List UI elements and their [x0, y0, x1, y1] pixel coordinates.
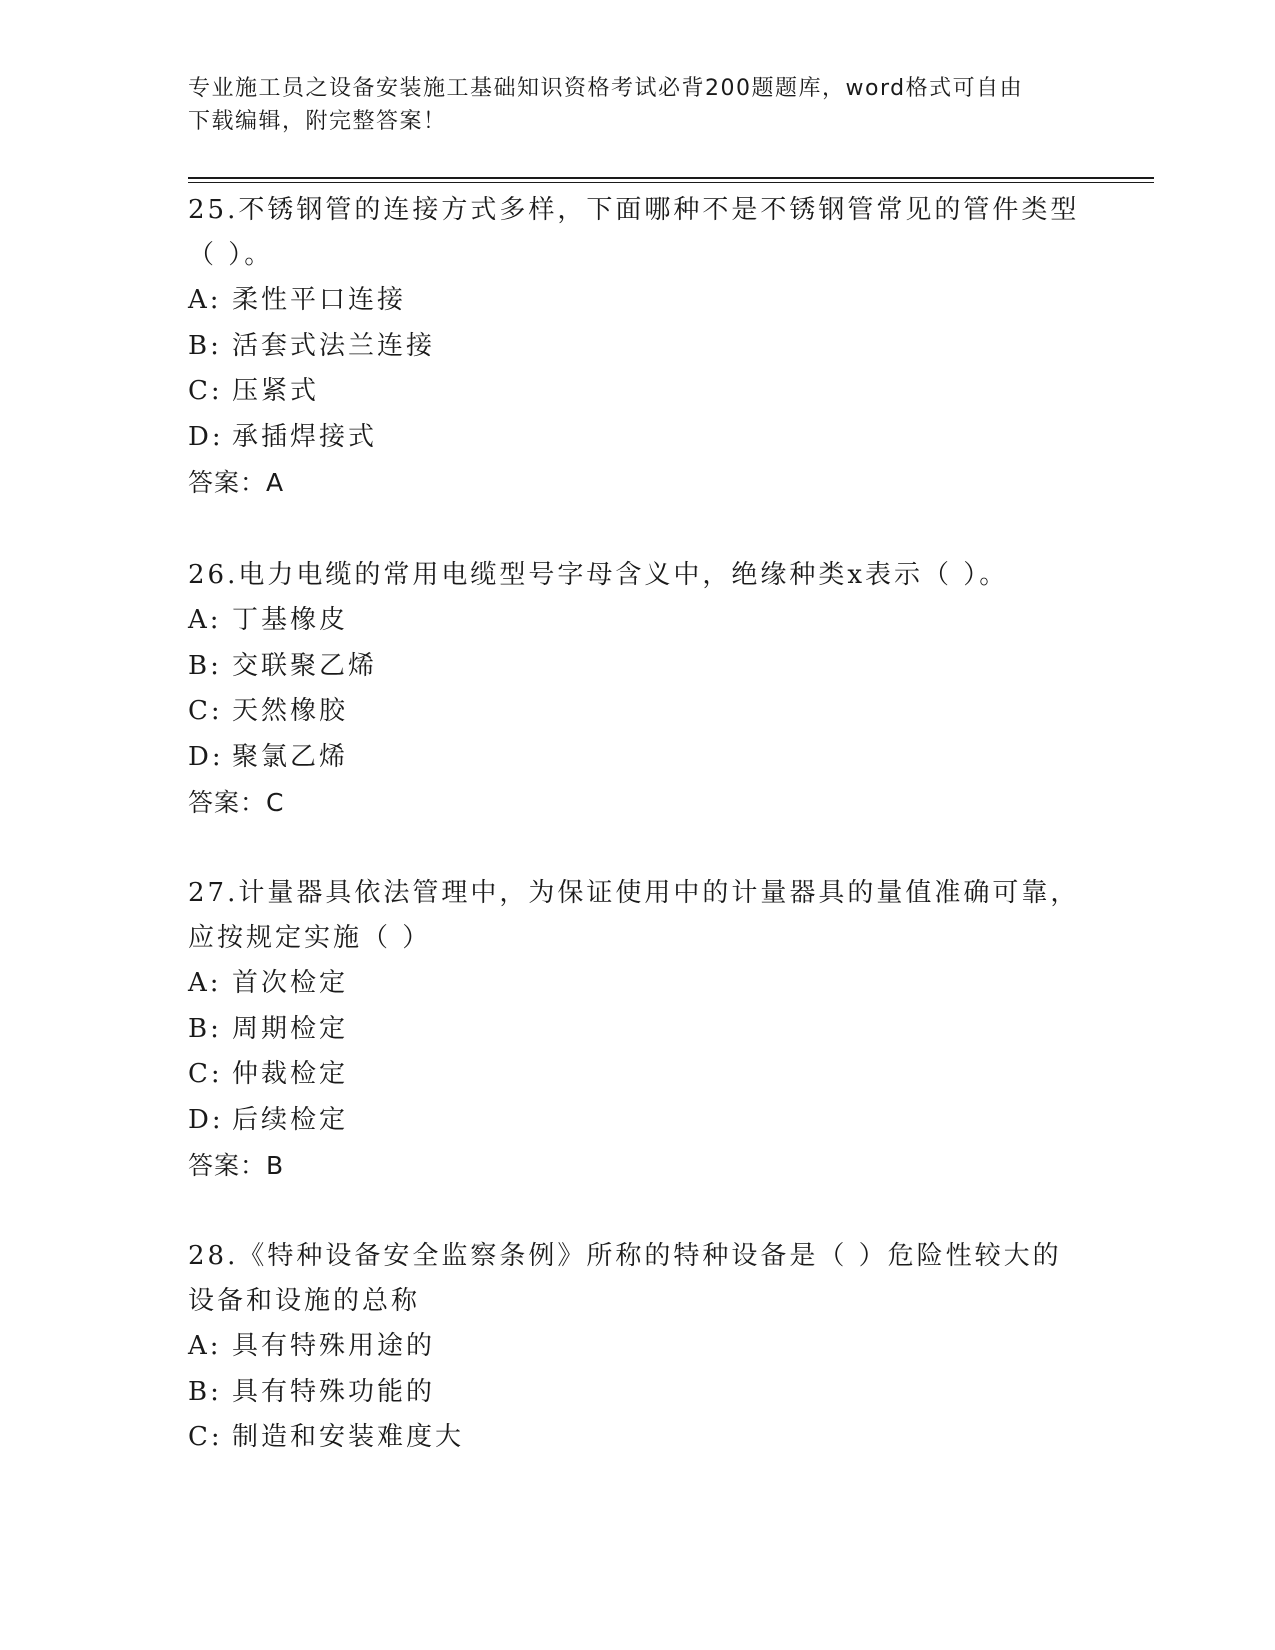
option-a: [188, 598, 1088, 644]
option-text: 活套式法兰连接: [232, 330, 436, 361]
option-text: 仲裁检定: [232, 1059, 349, 1089]
stem-line: 28.《特种设备安全监察条例》所称的特种设备是（ ）危险性较大的: [188, 1241, 1062, 1271]
option-key: A:: [188, 605, 222, 635]
option-key: D:: [188, 421, 224, 452]
option-text: 压紧式: [232, 376, 320, 406]
option-key: C:: [188, 1422, 223, 1452]
answer-line: 答案：A: [188, 468, 285, 497]
option-text: 交联聚乙烯: [232, 650, 378, 681]
option-c: [188, 1415, 1088, 1461]
option-b: [188, 1370, 1088, 1416]
question-stem: [188, 1234, 1088, 1324]
question-stem: [188, 553, 1088, 598]
option-a: [188, 278, 1088, 324]
option-text: 首次检定: [232, 968, 349, 998]
option-key: D:: [188, 1104, 224, 1135]
header-divider-thin: [188, 182, 1154, 183]
option-d: [188, 735, 1088, 781]
option-b: [188, 1007, 1088, 1053]
option-text: 聚氯乙烯: [232, 741, 349, 772]
option-key: B:: [188, 1013, 222, 1044]
question-27: [188, 871, 1088, 1188]
option-key: C:: [188, 696, 223, 726]
option-text: 丁基橡皮: [232, 605, 349, 635]
option-text: 制造和安装难度大: [232, 1422, 465, 1452]
question-28: [188, 1234, 1088, 1461]
option-key: A:: [188, 285, 222, 315]
question-stem: [188, 871, 1088, 961]
option-c: [188, 689, 1088, 735]
stem-line: 设备和设施的总称: [188, 1286, 421, 1316]
option-key: C:: [188, 376, 223, 406]
option-text: 后续检定: [232, 1104, 349, 1135]
option-text: 天然橡胶: [232, 696, 349, 726]
option-key: B:: [188, 330, 222, 361]
option-key: C:: [188, 1059, 223, 1089]
option-key: B:: [188, 650, 222, 681]
option-text: 柔性平口连接: [232, 285, 407, 315]
option-text: 具有特殊用途的: [232, 1331, 436, 1361]
option-b: [188, 644, 1088, 690]
option-d: [188, 1098, 1088, 1144]
answer-line: 答案：C: [188, 788, 285, 817]
option-b: [188, 324, 1088, 370]
question-stem: [188, 188, 1088, 278]
stem-line: （ ）。: [188, 240, 274, 270]
stem-line: 25.不锈钢管的连接方式多样，下面哪种不是不锈钢管常见的管件类型: [188, 195, 1080, 225]
question-26: [188, 553, 1088, 825]
option-key: A:: [188, 1331, 222, 1361]
header-line-2: 下载编辑，附完整答案！: [188, 109, 447, 134]
stem-line: 应按规定实施（ ）: [188, 923, 432, 953]
stem-line: 26.电力电缆的常用电缆型号字母含义中，绝缘种类x表示（ ）。: [188, 560, 1009, 590]
option-text: 具有特殊功能的: [232, 1376, 436, 1407]
option-a: [188, 961, 1088, 1007]
option-text: 周期检定: [232, 1013, 349, 1044]
question-25: [188, 188, 1088, 505]
option-c: [188, 369, 1088, 415]
stem-line: 27.计量器具依法管理中，为保证使用中的计量器具的量值准确可靠，: [188, 878, 1080, 908]
option-d: [188, 415, 1088, 461]
answer-line: 答案：B: [188, 1151, 285, 1180]
option-c: [188, 1052, 1088, 1098]
option-key: B:: [188, 1376, 222, 1407]
option-a: [188, 1324, 1088, 1370]
header-divider-thick: [188, 177, 1154, 179]
option-key: A:: [188, 968, 222, 998]
document-header: [188, 72, 1068, 138]
option-text: 承插焊接式: [232, 421, 378, 452]
option-key: D:: [188, 741, 224, 772]
header-line-1: 专业施工员之设备安装施工基础知识资格考试必背200题题库，word格式可自由: [188, 76, 1024, 101]
